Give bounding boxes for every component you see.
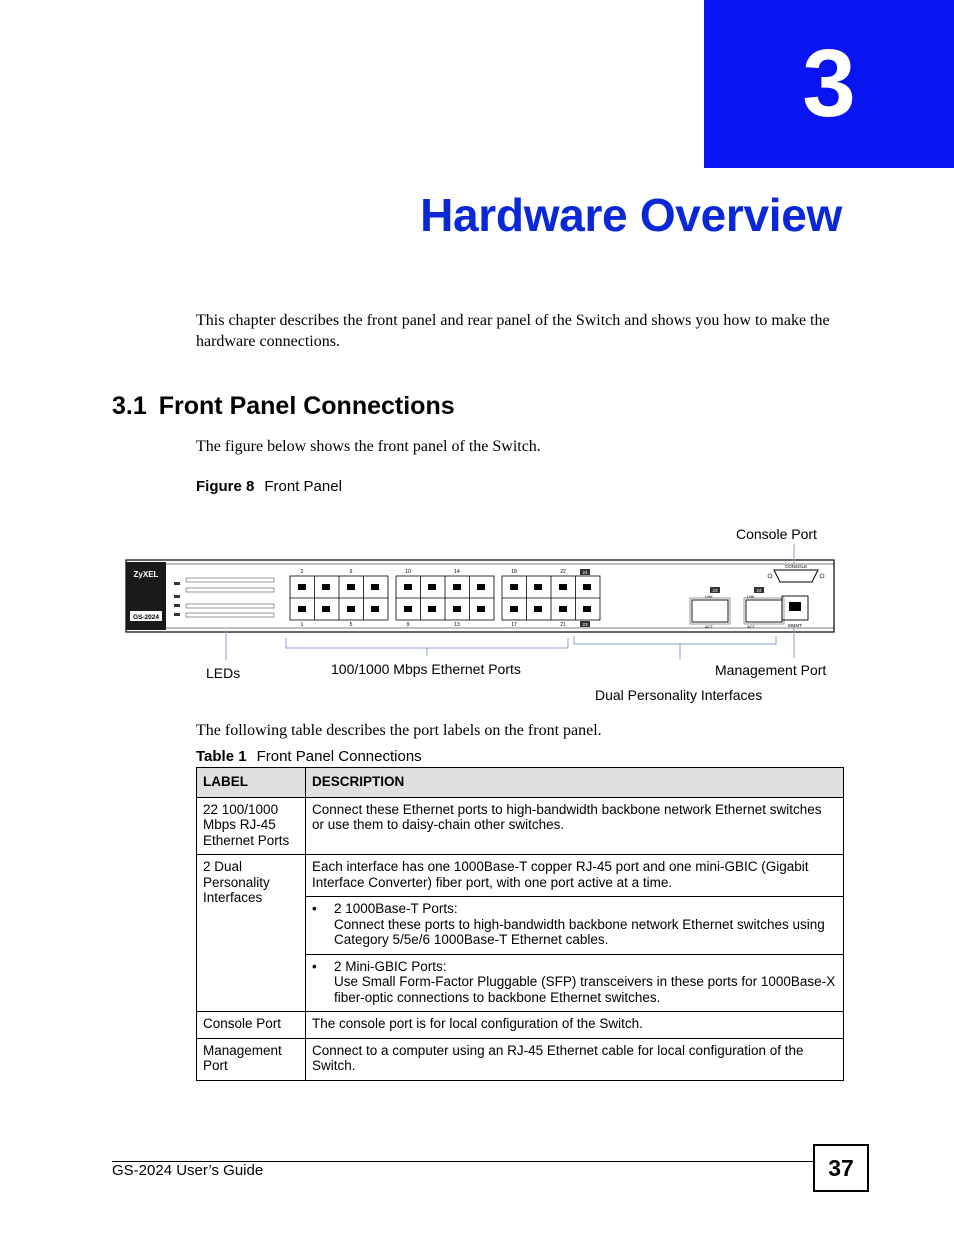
port-tag-24: 24 [582,570,588,575]
label-leds: LEDs [206,665,241,681]
front-panel-figure [110,520,850,710]
port-num-bottom-5: 5 [349,622,353,628]
section-title: Front Panel Connections [158,392,455,420]
table-caption-text: Front Panel Connections [256,748,422,765]
page-number-box [813,1144,869,1192]
sfp-act-label-2: ACT [747,624,755,629]
row-dual-desc: Each interface has one 1000Base-T copper RJ-45 port and one mini-GBIC (Gigabit Interface Converter) fiber port, with one port active at a time. [306,855,844,897]
label-management-port: Management Port [715,662,827,678]
intro-paragraph: This chapter describes the front panel and rear panel of the Switch and shows you how to make the hardware connections. [196,312,830,350]
table-header-row [197,768,844,798]
management-port-label: MGMT [788,623,802,628]
figure-caption-text: Front Panel [264,478,342,495]
section-number: 3.1 [112,392,147,420]
table-row [197,1038,844,1080]
row-ethernet-desc: Connect these Ethernet ports to high-bandwidth backbone network Ethernet switches or use them to daisy-chain other switches. [306,797,844,855]
label-ethernet-ports: 100/1000 Mbps Ethernet Ports [331,661,521,677]
sfp-tag-24: 24 [756,588,762,593]
chapter-title: Hardware Overview [420,189,842,241]
bullet-1-title: 2 1000Base-T Ports: [334,901,458,916]
row-dual-bullet-2: • 2 Mini-GBIC Ports: Use Small Form-Factor Pluggable (SFP) transceivers in these ports for 1000Base-X fiber-optic connections to backbone Ethernet switches. [306,954,844,1012]
table-row [197,1012,844,1039]
bullet-2-title: 2 Mini-GBIC Ports: [334,958,447,974]
chapter-number-box [704,0,954,168]
bullet-2-text: Use Small Form-Factor Pluggable (SFP) transceivers in these ports for 1000Base-X fiber-optic connections to backbone Ethernet switches. [334,974,836,1005]
figure-caption [196,478,342,495]
port-num-bottom-1: 1 [300,622,304,628]
port-num-top-6: 6 [349,569,353,575]
table-row [197,797,844,855]
table-caption [196,748,422,765]
row-management-label: Management Port [197,1038,306,1080]
table-row [197,855,844,897]
table-caption-label: Table 1 [196,748,247,765]
row-dual-label: 2 Dual Personality Interfaces [197,855,306,1012]
row-ethernet-label: 22 100/1000 Mbps RJ-45 Ethernet Ports [197,797,306,855]
port-num-bottom-21: 21 [560,622,566,628]
port-num-top-10: 10 [405,569,411,575]
label-dual-personality: Dual Personality Interfaces [595,687,763,703]
row-dual-bullet-1: • 2 1000Base-T Ports: Connect these ports to high-bandwidth backbone network Ethernet switches using Category 5/5e/6 1000Base-T Ethernet cables. [306,897,844,955]
port-num-top-22: 22 [560,569,566,575]
section-heading [112,392,455,421]
switch-front-panel-drawing [110,520,850,660]
chapter-number: 3 [802,30,856,137]
model-badge: GS-2024 [132,614,160,621]
table-lead: The following table describes the port labels on the front panel. [196,722,602,739]
brand-logo: ZyXEL [133,570,159,579]
row-console-desc: The console port is for local configuration of the Switch. [306,1012,844,1039]
row-management-desc: Connect to a computer using an RJ-45 Ethernet cable for local configuration of the Switch. [306,1038,844,1080]
header-description: DESCRIPTION [306,768,844,798]
console-port-label: CONSOLE [784,564,808,569]
row-console-label: Console Port [197,1012,306,1039]
port-num-bottom-13: 13 [454,622,460,628]
front-panel-table [196,767,844,1081]
header-label: LABEL [197,768,306,798]
port-num-top-14: 14 [454,569,460,575]
footer-guide-title: GS-2024 User’s Guide [112,1162,264,1179]
sfp-lnk-label-1: LNK [705,594,713,599]
sfp-tag-23: 23 [712,588,718,593]
port-num-bottom-17: 17 [511,622,517,628]
section-lead: The figure below shows the front panel of the Switch. [196,438,541,455]
sfp-act-label-1: ACT [705,624,713,629]
bullet-1-text: Connect these ports to high-bandwidth backbone network Ethernet switches using Category 5/5e/6 1000Base-T Ethernet cables. [334,916,825,947]
sfp-lnk-label-2: LNK [747,594,755,599]
figure-caption-label: Figure 8 [196,478,255,495]
port-tag-23: 23 [582,622,588,627]
port-num-top-2: 2 [300,569,304,575]
port-num-bottom-9: 9 [406,622,410,628]
port-num-top-18: 18 [511,569,517,575]
page-number: 37 [828,1154,854,1181]
label-console-port: Console Port [736,526,817,542]
